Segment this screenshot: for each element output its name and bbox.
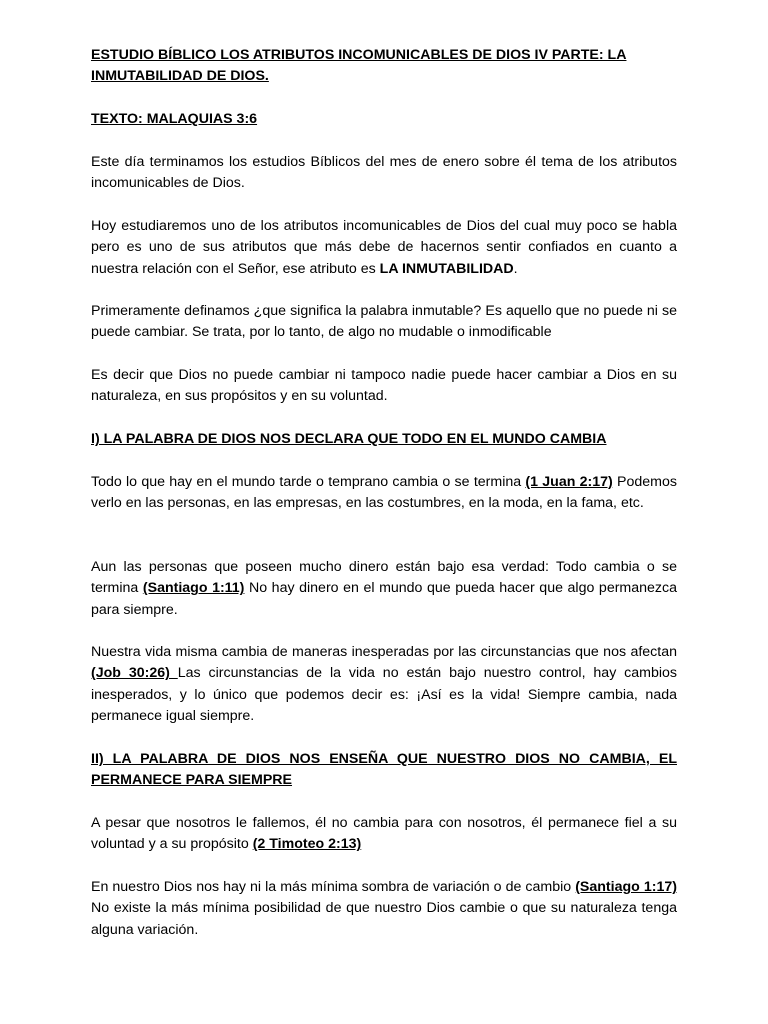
paragraph-definition: Primeramente definamos ¿que significa la palabra inmutable? Es aquello que no puede ni se puede cambiar. Se trata, por lo tanto, de algo no mudable o inmodificable bbox=[91, 303, 677, 341]
paragraph-text: No hay dinero en el mundo que pueda hacer que algo permanezca para siempre. bbox=[91, 580, 678, 618]
section-heading-1: I) LA PALABRA DE DIOS NOS DECLARA QUE TODO EN EL MUNDO CAMBIA bbox=[91, 431, 607, 447]
paragraph-text: Todo lo que hay en el mundo tarde o temprano cambia o se termina bbox=[91, 474, 526, 490]
paragraph-text: No existe la más mínima posibilidad de que nuestro Dios cambie o que su naturaleza tenga alguna variación. bbox=[91, 900, 677, 938]
section-heading-2: II) LA PALABRA DE DIOS NOS ENSEÑA QUE NUESTRO DIOS NO CAMBIA, EL PERMANECE PARA SIEMPRE bbox=[91, 751, 677, 789]
paragraph-world-changes bbox=[91, 472, 677, 515]
bible-reference-santiago-1-11: (Santiago 1:11) bbox=[142, 580, 245, 597]
paragraph-intro: Este día terminamos los estudios Bíblicos del mes de enero sobre él tema de los atributos incomunicables de Dios. bbox=[91, 154, 677, 192]
paragraph-text: Las circunstancias de la vida no están bajo nuestro control, hay cambios inesperados, y lo único que podemos decir es: ¡Así es la vida! Siempre cambia, nada permanece igual siempre. bbox=[91, 665, 678, 725]
emphasis-inmutabilidad: LA INMUTABILIDAD bbox=[379, 260, 514, 277]
bible-reference-1-juan: (1 Juan 2:17) bbox=[525, 474, 613, 490]
paragraph-faithful bbox=[91, 813, 677, 856]
paragraph-text: En nuestro Dios nos hay ni la más mínima sombra de variación o de cambio bbox=[91, 879, 576, 895]
paragraph-text: Hoy estudiaremos uno de los atributos incomunicables de Dios del cual muy poco se habla pero es uno de sus atributos que más debe de hacernos sentir confiados en cuanto a nuestra relación con el Señor, ese atributo es bbox=[91, 218, 677, 277]
paragraph-money bbox=[91, 557, 677, 621]
paragraph-text: Aun las personas que poseen mucho dinero están bajo esa verdad: Todo cambia o se termina bbox=[91, 559, 677, 597]
paragraph-text: Nuestra vida misma cambia de maneras inesperadas por las circunstancias que nos afectan bbox=[91, 644, 677, 660]
paragraph-explanation: Es decir que Dios no puede cambiar ni tampoco nadie puede hacer cambiar a Dios en su naturaleza, en sus propósitos y en su voluntad. bbox=[91, 367, 677, 405]
bible-reference-2-timoteo: (2 Timoteo 2:13) bbox=[252, 836, 362, 853]
paragraph-text: A pesar que nosotros le fallemos, él no cambia para con nosotros, él permanece fiel a su voluntad y a su propósito bbox=[91, 815, 677, 853]
paragraph-attribute bbox=[91, 216, 677, 280]
bible-reference-santiago-1-17: (Santiago 1:17) bbox=[575, 879, 677, 895]
document-title: ESTUDIO BÍBLICO LOS ATRIBUTOS INCOMUNICABLES DE DIOS IV PARTE: LA INMUTABILIDAD DE DIOS. bbox=[91, 47, 627, 85]
scripture-text-reference: TEXTO: MALAQUIAS 3:6 bbox=[91, 111, 258, 127]
paragraph-end: . bbox=[513, 260, 518, 277]
paragraph-text: Podemos verlo en las personas, en las empresas, en las costumbres, en la moda, en la fama, etc. bbox=[91, 474, 677, 512]
paragraph-life-changes bbox=[91, 642, 677, 728]
paragraph-no-variation bbox=[91, 877, 677, 941]
bible-reference-job: (Job 30:26) bbox=[91, 665, 178, 682]
